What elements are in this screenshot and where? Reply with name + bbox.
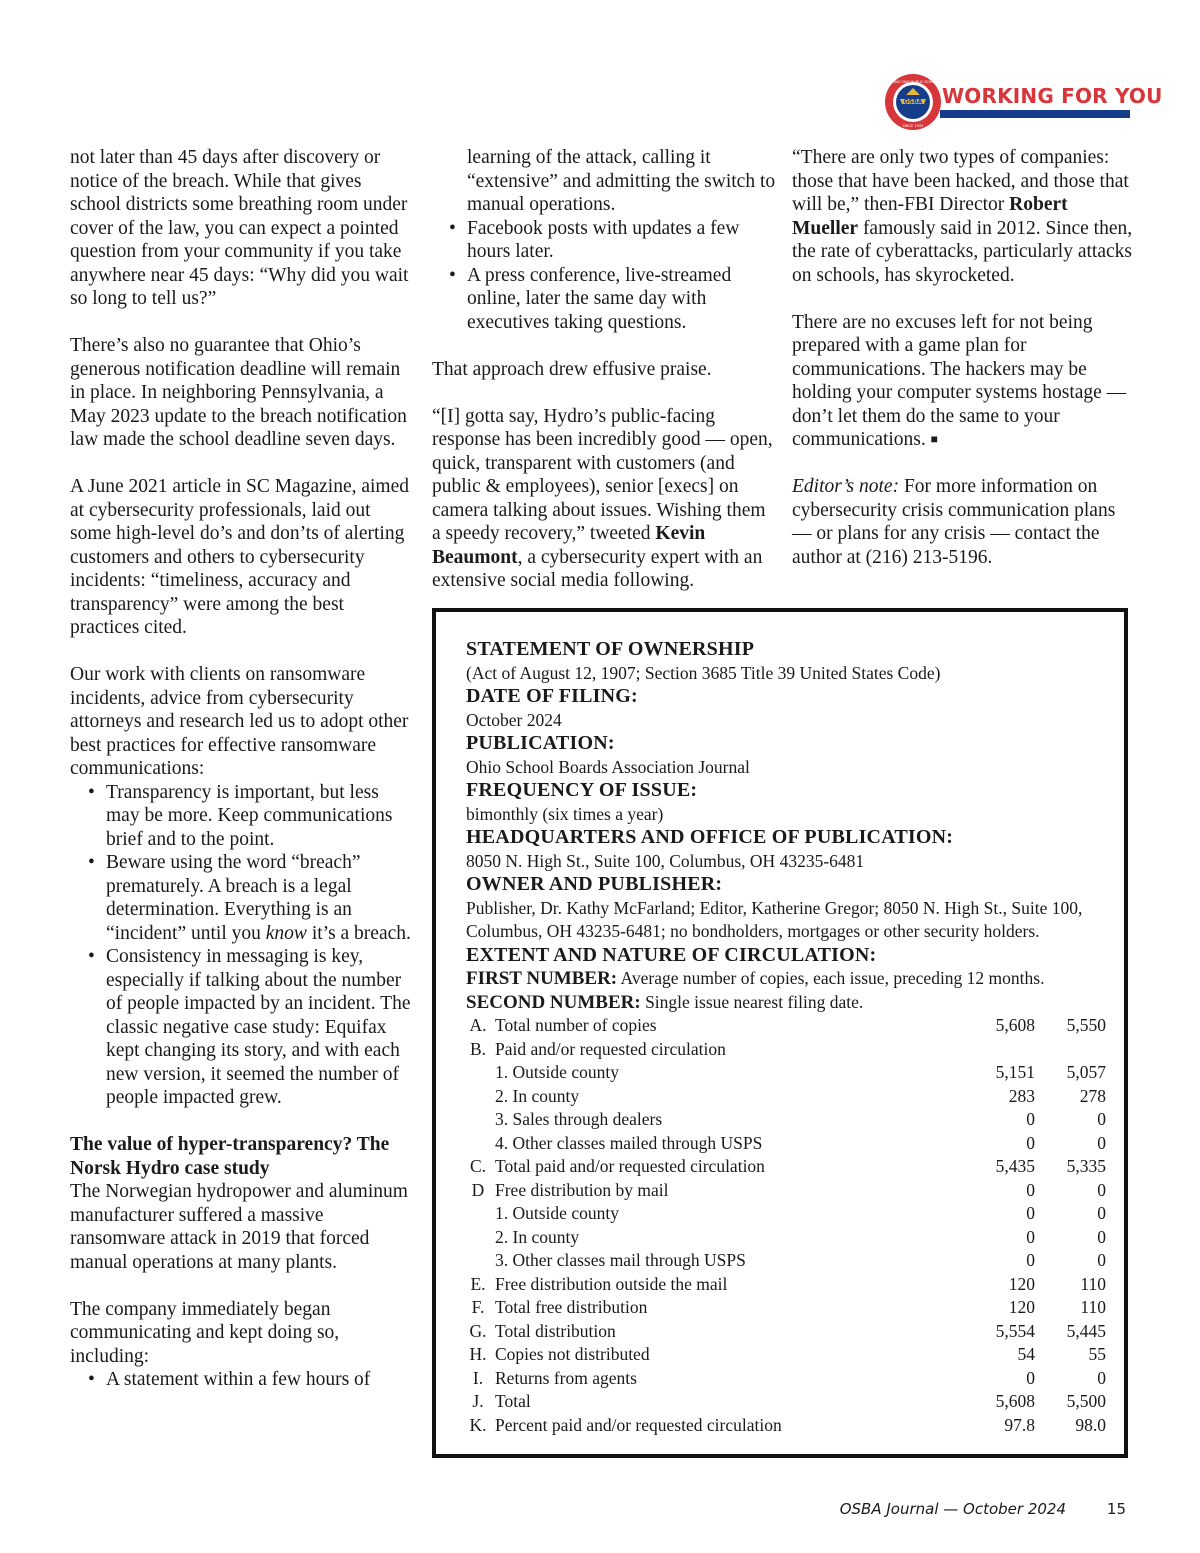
col1-paragraph-6: The company immediately began communicating and kept doing so, including: [70,1298,340,1367]
row-label: B. [469,1038,487,1059]
frequency-value: bimonthly (six times a year) [466,803,664,824]
col2-quote-paragraph [432,405,777,593]
col1-paragraph-2: There’s also no guarantee that Ohio’s generous notification deadline will remain in place. In neighboring Pennsylvania, a May 2023 update to the breach notification law made the school deadline seven days. [70,335,407,450]
date-value: October 2024 [466,709,562,730]
row-value-average: 0 [1026,1250,1035,1270]
row-value-single: 5,057 [1066,1062,1106,1082]
row-value-single: 55 [1088,1344,1106,1364]
row-value-single: 0 [1097,1226,1106,1247]
circulation-row [466,1179,1106,1203]
col2-bullet-list [432,217,777,335]
seal-ring-text: SERVING OHIO PUBLIC SCHOOLS [885,80,941,84]
paragraph-text: There are no excuses left for not being prepared with a game plan for communications. The hackers may be holding your computer systems hostage — don’t let them do the same to your communications. [792,311,1127,450]
row-text: 3. Sales through dealers [495,1109,663,1129]
row-value-average: 5,608 [995,1391,1035,1411]
circulation-row [466,1390,1106,1414]
row-label: G. [469,1320,487,1341]
row-text: 4. Other classes mailed through USPS [495,1132,763,1153]
row-value-average: 0 [1026,1226,1035,1247]
circulation-row [466,1085,1106,1109]
quote-text-end: , a cybersecurity expert with an extensive social media following. [432,546,763,591]
row-label: A. [469,1015,487,1035]
circulation-row [466,1367,1106,1391]
logo-tagline: WORKING FOR YOU [942,84,1163,108]
circulation-row [466,1108,1106,1132]
row-value-average: 0 [1026,1367,1035,1388]
page-footer [0,1500,1200,1524]
circulation-row [466,1414,1106,1438]
row-text: 2. In county [495,1085,580,1106]
row-label: H. [469,1344,487,1364]
col1-paragraph-4: Our work with clients on ransomware incidents, advice from cybersecurity attorneys and research led us to adopt other best practices for effective ransomware communications: [70,664,409,779]
first-number-text: Average number of copies, each issue, preceding 12 months. [617,968,1045,988]
row-value-single: 0 [1097,1203,1106,1223]
row-value-single: 5,500 [1066,1391,1106,1411]
col3-paragraph-2 [792,311,1137,452]
end-mark-icon: ■ [930,432,938,446]
row-text: Free distribution by mail [495,1179,669,1200]
row-value-average: 5,435 [995,1156,1035,1176]
list-item [70,851,415,945]
owner-label: OWNER AND PUBLISHER: [466,873,723,895]
row-value-average: 97.8 [1004,1414,1035,1435]
row-text: Percent paid and/or requested circulation [495,1414,782,1435]
row-value-average: 5,554 [995,1320,1035,1341]
row-value-single: 98.0 [1075,1414,1106,1435]
row-text: Total paid and/or requested circulation [495,1156,765,1176]
row-value-single: 0 [1097,1132,1106,1153]
footer-journal: OSBA Journal — October 2024 [839,1500,1066,1518]
row-value-single: 5,550 [1066,1015,1106,1035]
circulation-row [466,1038,1106,1062]
circulation-row [466,1343,1106,1367]
column-3 [792,146,1137,569]
circulation-row [466,1273,1106,1297]
row-value-average: 0 [1026,1179,1035,1200]
statement-content [466,638,1106,1437]
row-text: 1. Outside county [495,1062,619,1082]
row-text: Total free distribution [495,1297,648,1317]
col1-bullet-list [70,781,415,1110]
list-item: • Transparency is important, but less may be more. Keep communications brief and to the point. [70,781,415,852]
row-label: E. [470,1273,486,1294]
emphasis-text: know [265,922,307,944]
list-item: • A press conference, live-streamed online, later the same day with executives taking questions. [432,264,777,335]
column-1 [70,146,415,1392]
row-label: C. [469,1156,487,1176]
circulation-row [466,1061,1106,1085]
logo-bar [940,110,1130,118]
date-label: DATE OF FILING: [466,685,638,707]
row-value-single: 0 [1097,1109,1106,1129]
editors-note-text: For more information on cybersecurity crisis communication plans — or plans for any crisis — contact the author at (216) 213-5196. [792,476,1116,568]
bullet-text: Beware using the word “breach” prematurely. A breach is a legal determination. Everything is an “incident” until you [106,852,361,944]
statement-of-ownership-box [432,608,1128,1458]
person-name: Kevin Beaumont [432,523,706,568]
extent-label: EXTENT AND NATURE OF CIRCULATION: [466,943,877,966]
second-number [466,991,1106,1015]
circulation-row [466,1132,1106,1156]
row-value-single: 0 [1097,1250,1106,1270]
seal-text: OSBA [903,98,923,106]
circulation-row [466,1249,1106,1273]
row-text: Free distribution outside the mail [495,1273,728,1294]
row-value-single: 278 [1079,1085,1106,1106]
row-text: Total distribution [495,1320,616,1341]
row-label: I. [472,1367,484,1388]
row-value-single: 110 [1080,1297,1106,1317]
editors-note-label: Editor’s note: [792,476,900,497]
publication-value: Ohio School Boards Association Journal [466,756,750,777]
circulation-table [466,1014,1106,1437]
statement-act: (Act of August 12, 1907; Section 3685 Title 39 United States Code) [466,662,941,683]
row-value-single: 0 [1097,1179,1106,1200]
row-value-average: 5,608 [995,1015,1035,1035]
row-text: Returns from agents [495,1367,637,1388]
first-number [466,967,1106,991]
osba-seal-icon [884,73,942,131]
section-heading: The value of hyper-transparency? The Norsk Hydro case study [70,1134,390,1179]
col1-bullet-list-2 [70,1368,415,1392]
row-text: Paid and/or requested circulation [495,1038,726,1059]
row-label: K. [469,1414,487,1435]
second-number-label: SECOND NUMBER: [466,991,641,1013]
circulation-row [466,1155,1106,1179]
row-text: Total number of copies [495,1015,657,1035]
column-2 [432,146,777,593]
row-value-average: 5,151 [995,1062,1035,1082]
row-value-single: 0 [1097,1367,1106,1388]
row-text: 1. Outside county [495,1203,619,1223]
first-number-label: FIRST NUMBER: [466,968,618,989]
circulation-row [466,1014,1106,1038]
col3-paragraph-1 [792,146,1137,287]
row-text: 3. Other classes mail through USPS [495,1250,746,1270]
row-value-single: 110 [1080,1273,1106,1294]
col1-paragraph-3: A June 2021 article in SC Magazine, aimed at cybersecurity professionals, laid out some high-level do’s and don’ts of alerting customers and others to cybersecurity incidents: “timeliness, accuracy and transparency” were among the best practices cited. [70,476,410,638]
hq-label: HEADQUARTERS AND OFFICE OF PUBLICATION: [466,826,954,848]
quote-text: “There are only two types of companies: those that have been hacked, and those that will be,” then-FBI Director [792,147,1129,215]
quote-text: “[I] gotta say, Hydro’s public-facing response has been incredibly good — open, quick, transparent with customers (and public & employees), senior [execs] on camera talking about issues. Wishing them a speedy recovery,” tweeted [432,405,773,544]
row-value-average: 0 [1026,1109,1035,1129]
row-text: Total [495,1391,531,1411]
list-item: • A statement within a few hours of [70,1368,415,1392]
person-name: Robert Mueller [792,194,1068,239]
row-value-average: 0 [1026,1132,1035,1153]
col1-paragraph-5: The Norwegian hydropower and aluminum manufacturer suffered a massive ransomware attack in 2019 that forced manual operations at many plants. [70,1181,408,1273]
row-value-single: 5,445 [1066,1320,1106,1341]
statement-title: STATEMENT OF OWNERSHIP [466,638,755,660]
editors-note [792,475,1137,569]
row-value-average: 283 [1008,1085,1035,1106]
second-number-text: Single issue nearest filing date. [640,991,864,1012]
row-value-average: 0 [1026,1203,1035,1223]
circulation-row [466,1226,1106,1250]
publication-label: PUBLICATION: [466,732,615,754]
bullet-text-end: it’s a breach. [306,922,411,944]
row-value-average: 120 [1008,1297,1035,1317]
col1-paragraph-1: not later than 45 days after discovery or notice of the breach. While that gives school districts some breathing room under cover of the law, you can expect a pointed question from your community if you take anywhere near 45 days: “Why did you wait so long to tell us?” [70,147,409,309]
col2-paragraph-1: That approach drew effusive praise. [432,358,712,380]
frequency-label: FREQUENCY OF ISSUE: [466,779,698,801]
row-value-average: 120 [1008,1273,1035,1294]
list-item: • Consistency in messaging is key, especially if talking about the number of people impacted by an incident. The classic negative case study: Equifax kept changing its story, and with each new version, it seemed the number of people impacted grew. [70,945,415,1110]
row-label: D [471,1179,485,1200]
row-label: J. [472,1391,484,1411]
col2-bullet-continuation: learning of the attack, calling it “extensive” and admitting the switch to manual operations. [467,147,776,215]
osba-logo [884,73,1163,131]
page-number: 15 [1106,1500,1126,1518]
row-text: Copies not distributed [495,1344,650,1364]
row-label: F. [471,1297,485,1317]
hq-value: 8050 N. High St., Suite 100, Columbus, OH 43235-6481 [466,850,865,871]
list-item: • Facebook posts with updates a few hours later. [432,217,777,264]
circulation-row [466,1202,1106,1226]
circulation-row [466,1296,1106,1320]
row-value-average: 54 [1017,1344,1035,1364]
row-text: 2. In county [495,1226,580,1247]
seal-since-text: SINCE 1955 [902,124,924,128]
owner-value: Publisher, Dr. Kathy McFarland; Editor, Katherine Gregor; 8050 N. High St., Suite 100, Columbus, OH 43235-6481; no bondholders, mortgages or other security holders. [466,897,1083,941]
quote-text-end: famously said in 2012. Since then, the rate of cyberattacks, particularly attacks on schools, has skyrocketed. [792,217,1133,286]
row-value-single: 5,335 [1066,1156,1106,1176]
circulation-row [466,1320,1106,1344]
